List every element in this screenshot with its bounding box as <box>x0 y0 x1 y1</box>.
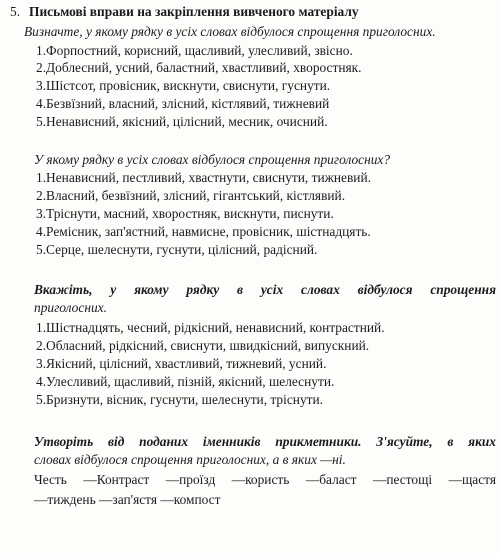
task-2-item-1: 1.Ненависний, пестливий, хвастнути, свиснути, тижневий. <box>36 170 371 185</box>
task-2-item-5: 5.Серце, шелеснути, гуснути, цілісний, радісний. <box>36 242 318 257</box>
task-1-item-2: 2.Доблесний, усний, баластний, хвастливий, хворостняк. <box>36 60 362 75</box>
exercise-title <box>10 4 359 19</box>
task-2-item-2: 2.Власний, безвїзний, злісний, гігантський, кістлявий. <box>36 188 346 203</box>
task-4-question-line-1: Утворіть від поданих іменників прикметники. З'ясуйте, в яких <box>34 434 496 449</box>
task-3-question-line-1: Вкажіть, у якому рядку в усіх словах відбулося спрощення <box>34 282 496 297</box>
task-4-words-line-1: Честь —Контраст —проїзд —користь —баласт —пестощі —щастя <box>34 472 496 487</box>
task-4-question-line-2: словах відбулося спрощення приголосних, а в яких —ні. <box>34 452 346 467</box>
task-2-question: У якому рядку в усіх словах відбулося спрощення приголосних? <box>34 152 391 167</box>
task-1-item-1: 1.Форпостний, корисний, щасливий, улесливий, звісно. <box>36 43 353 58</box>
task-2-item-3: 3.Тріснути, масний, хворостняк, вискнути, писнути. <box>36 206 334 221</box>
task-3-item-5: 5.Бризнути, вісник, гуснути, шелеснути, тріснути. <box>36 392 324 407</box>
task-3-item-4: 4.Улесливий, щасливий, пізній, якісний, шелеснути. <box>36 374 335 389</box>
task-2-item-4: 4.Ремісник, зап'ястний, навмисне, провісник, шістнадцять. <box>36 224 371 239</box>
task-3-item-3: 3.Якісний, цілісний, хвастливий, тижневий, усний. <box>36 356 327 371</box>
task-1-item-3: 3.Шістсот, провісник, вискнути, свиснути, гуснути. <box>36 78 331 93</box>
task-3-item-2: 2.Обласний, рідкісний, свиснути, швидкісний, випускний. <box>36 338 370 353</box>
task-3-item-1: 1.Шістнадцять, чесний, рідкісний, ненависний, контрастний. <box>36 320 385 335</box>
task-4-words-line-2: —тиждень —зап'ястя —компост <box>34 492 221 507</box>
task-3-question-line-2: приголосних. <box>34 300 107 315</box>
task-1-item-4: 4.Безвїзний, власний, злісний, кістлявий, тижневий <box>36 96 330 111</box>
exercise-heading: Письмові вправи на закріплення вивченого матеріалу <box>29 4 359 19</box>
task-1-item-5: 5.Ненависний, якісний, цілісний, месник, очисний. <box>36 114 328 129</box>
exercise-number: 5. <box>10 4 21 19</box>
task-1-question: Визначте, у якому рядку в усіх словах відбулося спрощення приголосних. <box>24 24 436 39</box>
